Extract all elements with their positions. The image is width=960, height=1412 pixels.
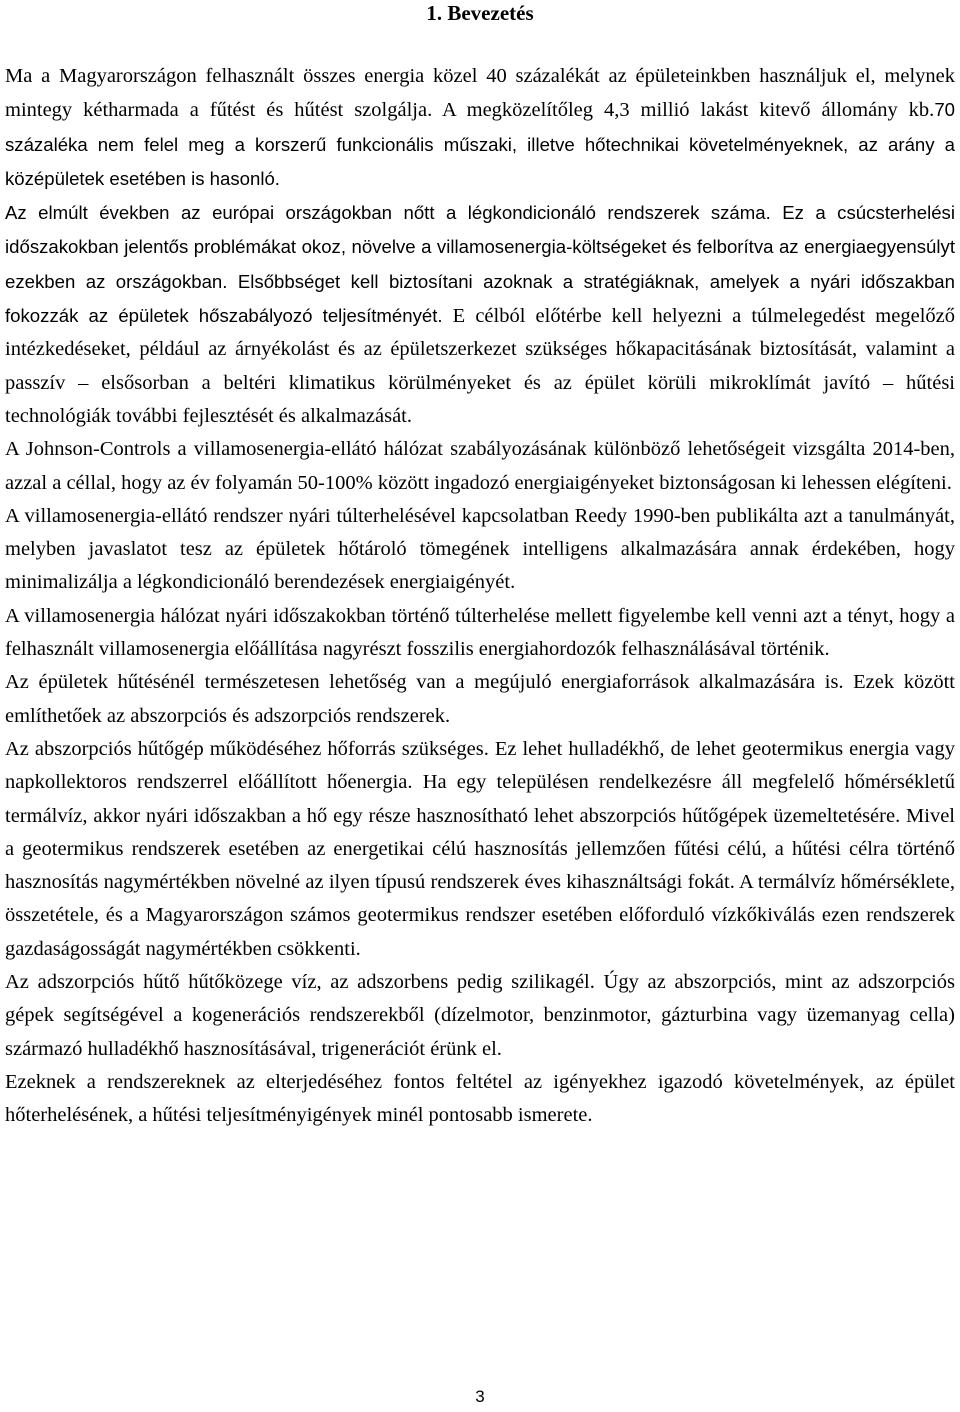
paragraph-text: Az elmúlt években az európai országokban nőtt a légkondicionáló rendszerek száma. xyxy=(5,202,771,224)
paragraph-text: Ez a csúcsterhelési időszakokban jelentős problémákat okoz, növelve a villamosenergia-költségeket és felborítva az energiaegyensúlyt ezekben az országokban. Elsőbbséget kell biztosítani azoknak a stratégiáknak, amelyek a nyári időszakban fokozzák az épületek hőszabályozó teljesítményét. xyxy=(5,202,955,327)
paragraph-text: A Johnson-Controls a villamosenergia-ellátó hálózat szabályozásának különböző lehetőségeit vizsgálta 2014-ben, azzal a céllal, hogy az év folyamán 50-100% között ingadozó energiaigényeket biztonságosan ki lehessen elégíteni. xyxy=(5,438,955,494)
paragraph-text: Ezeknek a rendszereknek az elterjedéséhez fontos feltétel az igényekhez igazodó követelmények, az épület hőterhelésének, a hűtési teljesítményigények minél pontosabb ismerete. xyxy=(5,1070,955,1127)
paragraph xyxy=(5,733,955,966)
paragraph xyxy=(5,60,955,196)
paragraph-text: Az épületek hűtésénél természetesen lehetőség van a megújuló energiaforrások alkalmazására is. Ezek között említhetőek az abszorpciós és adszorpciós rendszerek. xyxy=(5,671,955,727)
paragraph xyxy=(5,433,955,500)
paragraph xyxy=(5,666,955,733)
document-page xyxy=(5,0,955,1133)
paragraph-text: A villamosenergia hálózat nyári időszakokban történő túlterhelése mellett figyelembe kell venni azt a tényt, hogy a felhasznált villamosenergia előállítása nagyrészt fosszilis energiahordozók felhasználásával történik. xyxy=(5,604,955,661)
paragraph-text: Az adszorpciós hűtő hűtőközege víz, az adszorbens pedig szilikagél. Úgy az abszorpciós, mint az adszorpciós gépek segítségével a kogenerációs rendszerekből (dízelmotor, benzinmotor, gázturbina vagy üzemanyag cella) származó hulladékhő hasznosításával, trigenerációt érünk el. xyxy=(5,971,955,1060)
paragraph xyxy=(5,500,955,600)
page-number: 3 xyxy=(475,1387,485,1406)
paragraph xyxy=(5,600,955,667)
section-heading: 1. Bevezetés xyxy=(426,1,534,25)
paragraph-text: Ma a Magyarországon felhasznált összes energia közel 40 százalékát az épületeinkben használjuk el, melynek mintegy kétharmada a fűtést és hűtést szolgálja. A megközelítőleg 4,3 millió lakást kitevő állomány kb. xyxy=(5,65,955,122)
paragraph-text: E célból előtérbe kell helyezni a túlmelegedést megelőző intézkedéseket, például az árnyékolást és az épületszerkezet szükséges hőkapacitásának biztosítását, valamint a passzív – elsősorban a beltéri klimatikus körülményeket és az épület körüli mikroklímát javító – hűtési technológiák további fejlesztését és alkalmazását. xyxy=(5,305,955,427)
paragraph xyxy=(5,196,955,433)
paragraph-text: 70 százaléka nem felel meg a korszerű funkcionális műszaki, illetve hőtechnikai követelményeknek, az arány a középületek esetében is hasonló. xyxy=(5,99,955,189)
paragraph xyxy=(5,966,955,1066)
paragraph xyxy=(5,1066,955,1133)
paragraph-text: A villamosenergia-ellátó rendszer nyári túlterhelésével kapcsolatban Reedy 1990-ben publikálta azt a tanulmányát, melyben javaslatot tesz az épületek hőtároló tömegének intelligens alkalmazására annak érdekében, hogy minimalizálja a légkondicionáló berendezések energiaigényét. xyxy=(5,504,955,594)
paragraph-text: Az abszorpciós hűtőgép működéséhez hőforrás szükséges. Ez lehet hulladékhő, de lehet geotermikus energia vagy napkollektoros rendszerrel előállított hőenergia. Ha egy településen rendelkezésre áll megfelelő hőmérsékletű termálvíz, akkor nyári időszakban a hő egy része hasznosítható lehet abszorpciós hűtőgépek üzemeltetésére. Mivel a geotermikus rendszerek esetében az energetikai célú hasznosítás jellemzően fűtési célú, a hűtési célra történő hasznosítás nagymértékben növelné az ilyen típusú rendszerek éves kihasználtsági fokát. A termálvíz hőmérséklete, összetétele, és a Magyarországon számos geotermikus rendszer esetében előforduló vízkőkiválás ezen rendszerek gazdaságosságát nagymértékben csökkenti. xyxy=(5,737,955,960)
body-text xyxy=(5,60,955,1133)
